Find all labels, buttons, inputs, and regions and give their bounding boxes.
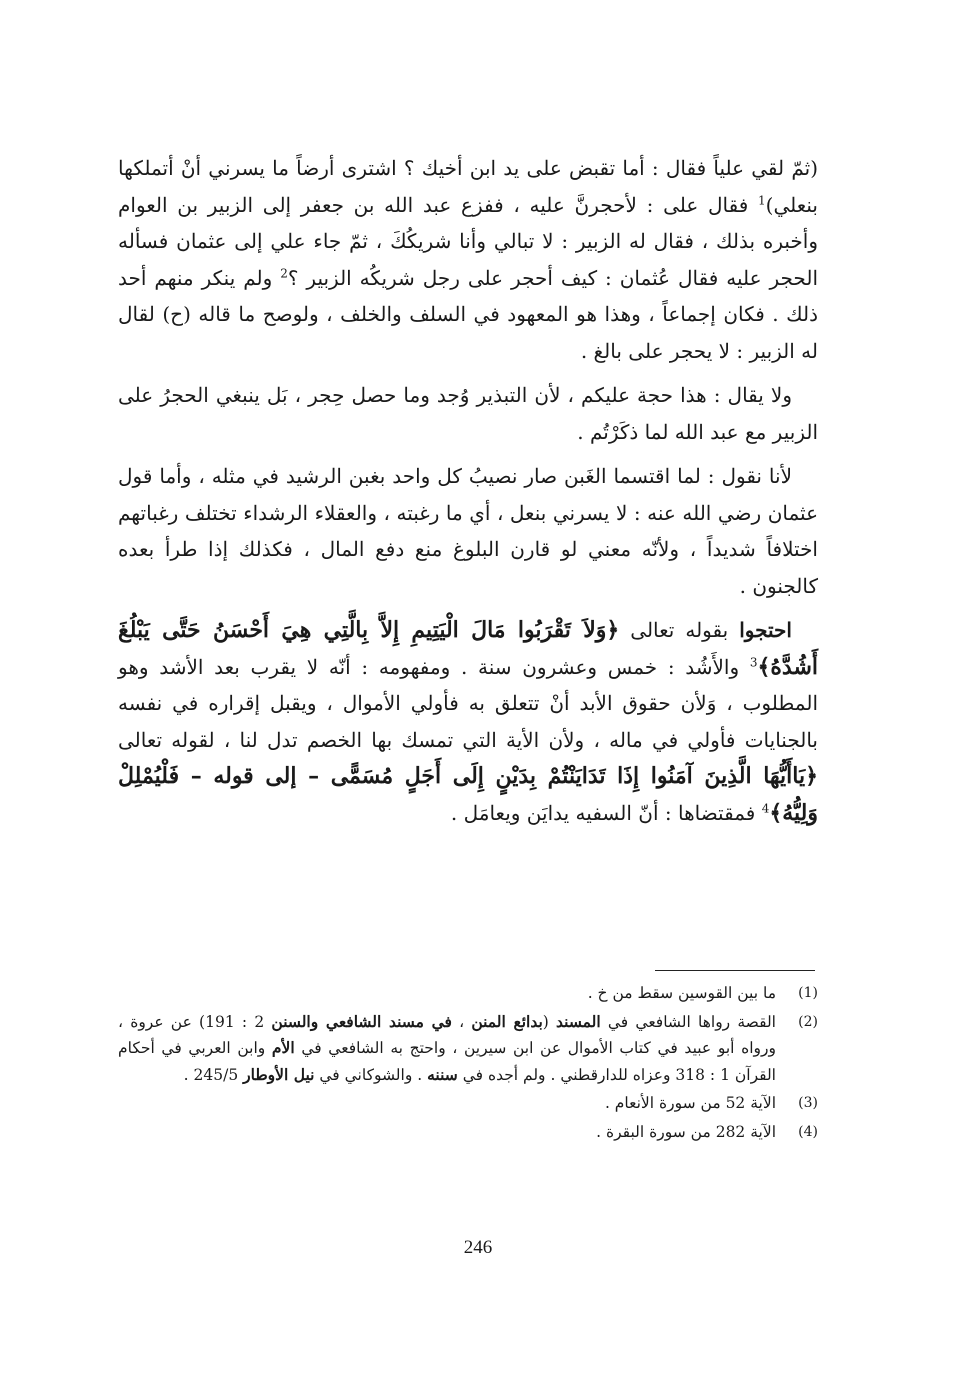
paragraph-3 [118,458,818,604]
text-run: سننه [427,1064,458,1084]
footnote-ref: 3 [749,654,758,669]
text-run: الآية 282 من سورة البقرة . [596,1122,776,1141]
text-run: فمقتضاها : أنّ السفيه يدايَن ويعامَل . [450,800,762,825]
text-run: بقوله تعالى [619,618,740,642]
text-run: ، [451,1012,472,1031]
text-run: 2 : 191) عن عروة ، ورواه أبو عبيد في كتاب الأموال عن ابن سيرين ، واحتج به الشافعي في [118,1012,776,1057]
footnote-3 [118,1090,818,1117]
footnote-text [118,1119,776,1146]
text-run: فقال على : لأحجرنَّ عليه ، ففزع عبد الله بن جعفر إلى الزبير بن العوام وأخبره بذلك ، فقال له الزبير : لا تبالي وأنا شريكُكَ ، ثمّ جاء علي إلى عثمان فسأله الحجر عليه فقال عُثمان : كيف أحجر على رجل شريكُه الزبير ؟ [118,192,818,290]
footnote-2 [118,1009,818,1089]
main-text [118,150,818,839]
text-run: ما بين القوسين سقط من خ . [587,984,776,1002]
text-run: ( [542,1012,557,1031]
text-run: ولا يقال : هذا حجة عليكم ، لأن التبذير وُجد وما حصل حِجر ، بَل ينبغي الحجرُ على الزبير مع عبد الله لما ذكَرْتُم . [118,383,818,444]
text-run: وابن العربي في أحكام القرآن 1 : 318 وعزاه للدارقطني . ولم أجده في [118,1039,776,1084]
footnote-separator [655,970,815,971]
footnote-ref: 2 [280,265,288,280]
footnote-number: (3) [798,1095,818,1111]
text-run: المسند [556,1011,601,1031]
footnote-number: (1) [798,985,818,1001]
page-number: 246 [463,1237,493,1258]
footnote-ref: 1 [758,192,766,207]
paragraph-1 [118,150,818,369]
footnote-text [118,980,776,1007]
footnote-1 [118,980,818,1007]
footnote-number: (4) [798,1123,818,1140]
footnote-text [118,1090,776,1117]
text-run: بدائع المنن [471,1011,543,1031]
footnote-text [118,1009,776,1089]
footnotes [118,980,818,1147]
quran-verse: ﴿يَاأَيُّهَا الَّذِينَ آمَنُوا إِذَا تَدَايَنْتُمْ بِدَيْنٍ إِلَى أَجَلٍ مُسَمًّى – إلى قوله – فَلْيُمْلِلْ وَلِيُّهُ﴾ [118,763,818,826]
footnote-ref: 4 [761,800,770,815]
text-run: نيل الأوطار [243,1064,315,1084]
footnote-number: (2) [798,1013,818,1030]
text-run: الآية 52 من سورة الأنعام . [604,1094,776,1112]
text-run: في مسند الشافعي والسنن [271,1011,452,1031]
text-run: القصة رواها الشافعي في [600,1012,776,1031]
text-run: . والشوكاني في [314,1065,428,1084]
quran-verse: ﴿وَلاَ تَقْرَبُوا مَالَ الْيَتِيمِ إِلاَّ بِالَّتِي هِيَ أَحْسَنُ حَتَّى يَبْلُغَ أَشُدَّهُ﴾ [118,617,818,680]
text-run: ولم ينكر منهم أحد ذلك . فكان إجماعاً ، وهذا هو المعهود في السلف والخلف ، ولوصح ما قاله (ح) لقال له الزبير : لا يحجر على بالغ . [118,265,818,363]
paragraph-4 [118,612,818,831]
footnote-4 [118,1119,818,1146]
text-run: 245/5 . [183,1065,244,1084]
text-run: احتجوا [739,618,792,642]
text-run: الأم [271,1038,295,1057]
text-run: (ثمّ لقي علياً فقال : أما تقبض على يد ابن أخيك ؟ اشترى أرضاً ما يسرني أنْ أتملكها بنعلي) [118,156,818,217]
text-run: لأنا نقول : لما اقتسما الغَبن صار نصيبُ كل واحد بغبن الرشيد في مثله ، وأما قول عثمان رضي الله عنه : لا يسرني بنعل ، أي ما رغبته ، والعقلاء الرشداء تختلف رغباتهم اختلافاً شديداً ، ولأنّه معني لو قارن البلوغ منع دفع المال ، فكذلك إذا طرأ بعده كالجنون . [118,464,818,598]
text-run: والأَشُد : خمس وعشرون سنة . ومفهومه : أنّه لا يقرب بعد الأشد وهو المطلوب ، وَلأن حقوق الأبد أنْ تتعلق به فأولي الأموال ، ويقبل إقراره في نفسه بالجنايات فأولي في ماله ، ولأن الأية التي تمسك بها الخصم تدل لنا ، لقوله تعالى [118,654,818,752]
paragraph-2 [118,377,818,450]
